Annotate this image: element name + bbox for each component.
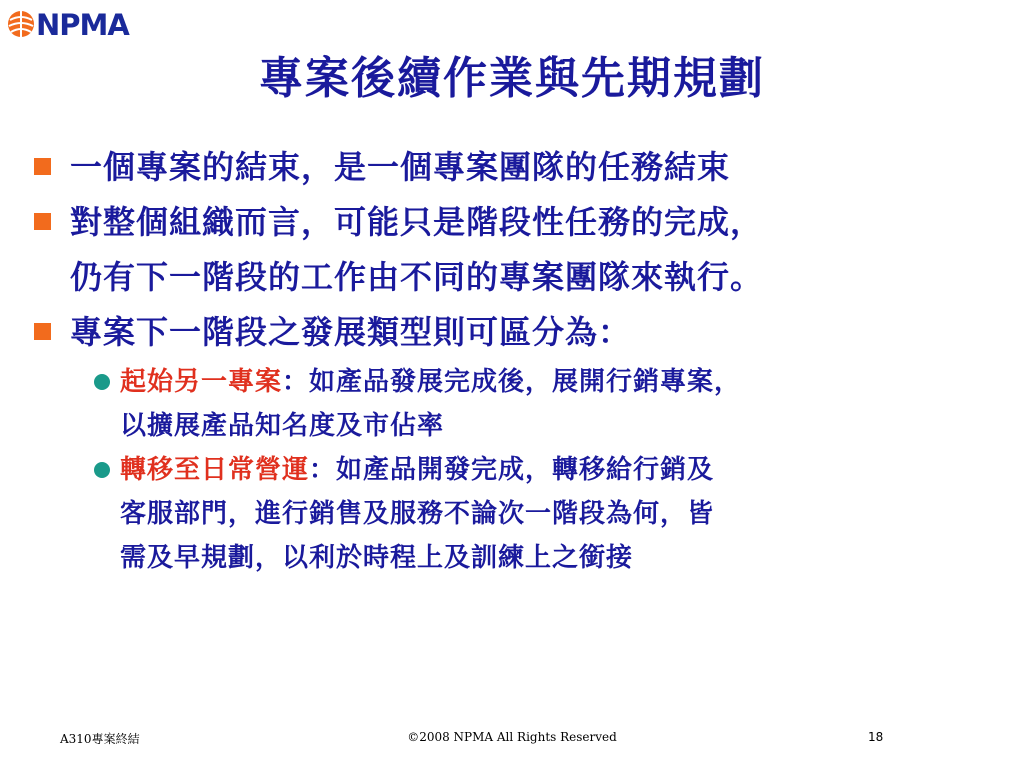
bullet-text: 一個專案的結束，是一個專案團隊的任務結束 [70,148,731,186]
bullet-text: 對整個組織而言，可能只是階段性任務的完成， [70,203,764,241]
slide-title: 專案後續作業與先期規劃 [259,53,765,104]
bullet-item [30,195,1020,305]
bullet-text: 專案下一階段之發展類型則可區分為： [70,313,632,351]
sub-bullet-text-continued: 以擴展產品知名度及市佔率 [120,411,445,441]
logo-text: NPMA [36,8,129,42]
square-bullet-icon [34,158,51,175]
page-number: 18 [868,730,884,744]
sub-bullet-highlight: 轉移至日常營運 [120,455,310,485]
bullet-text-continued: 仍有下一階段的工作由不同的專案團隊來執行。 [70,258,764,296]
round-bullet-icon [94,462,110,478]
slide-content [30,140,1020,580]
sub-bullet-text-continued: 需及早規劃，以利於時程上及訓練上之銜接 [120,543,634,573]
sub-bullet-text: ：如產品發展完成後，展開行銷專案， [282,367,742,397]
square-bullet-icon [34,323,51,340]
sub-bullet-highlight: 起始另一專案 [120,367,283,397]
bullet-item [30,140,1020,195]
footer-copyright: ©2008 NPMA All Rights Reserved [407,730,617,744]
globe-icon [6,6,36,40]
round-bullet-icon [94,374,110,390]
sub-bullet-text: ：如產品開發完成，轉移給行銷及 [309,455,715,485]
sub-bullet-text-continued: 客服部門，進行銷售及服務不論次一階段為何，皆 [120,499,715,529]
footer-course-label: A310專案終結 [60,732,140,746]
bullet-item [30,305,1020,360]
sub-bullet-item [92,448,1020,580]
npma-logo [6,6,146,44]
square-bullet-icon [34,213,51,230]
sub-bullet-item [92,360,1020,448]
